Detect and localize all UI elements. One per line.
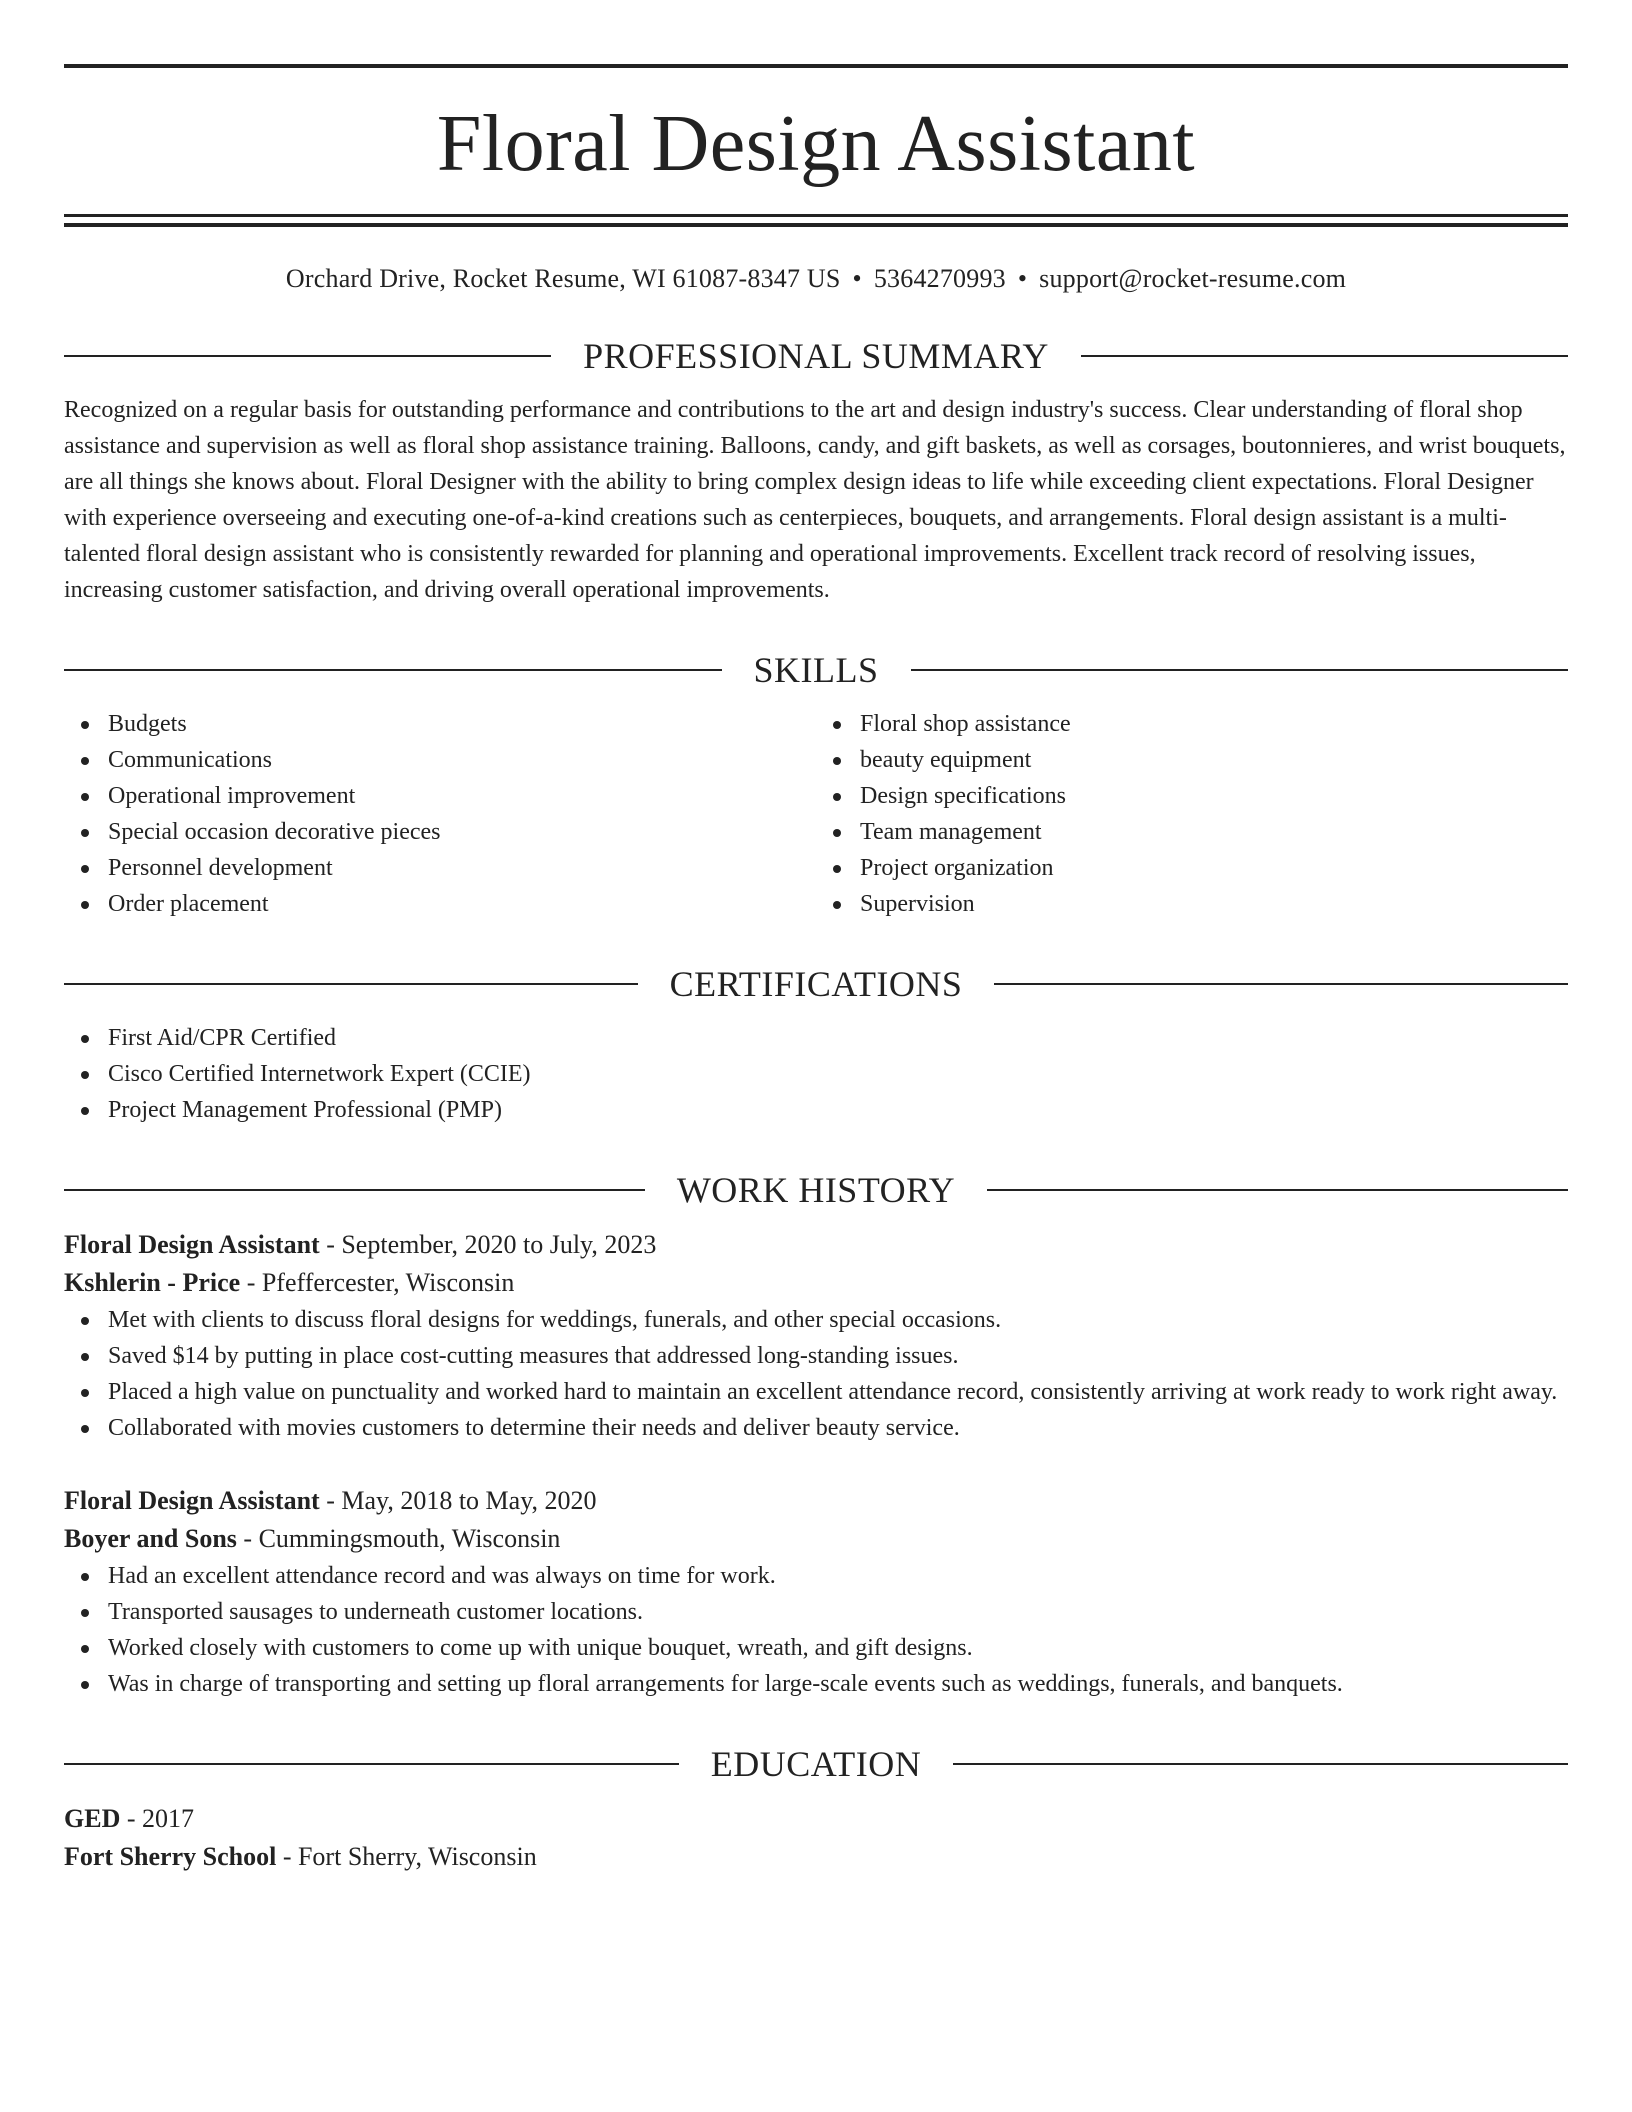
resume-name: Floral Design Assistant — [436, 100, 1196, 188]
education-entry — [64, 1800, 1568, 1876]
heading-rule-left — [64, 669, 722, 671]
job-bullet: Met with clients to discuss floral designs for weddings, funerals, and other special occasions. — [64, 1302, 1568, 1338]
job-title: Floral Design Assistant — [64, 1486, 320, 1516]
job-title-line — [64, 1226, 1568, 1264]
education-section-heading — [64, 1744, 1568, 1785]
skill-item: beauty equipment — [816, 742, 1568, 778]
certifications-heading: CERTIFICATIONS — [669, 964, 963, 1005]
skill-item: Floral shop assistance — [816, 706, 1568, 742]
heading-rule-left — [64, 983, 638, 985]
certification-item: Project Management Professional (PMP) — [64, 1092, 1568, 1128]
job-dates: - May, 2018 to May, 2020 — [319, 1486, 597, 1516]
top-rule — [64, 64, 1568, 68]
heading-rule-left — [64, 1763, 679, 1765]
skill-item: Operational improvement — [64, 778, 816, 814]
job-company-line — [64, 1520, 1568, 1558]
job-entry — [64, 1482, 1568, 1702]
skills-columns — [64, 706, 1568, 922]
skill-item: Communications — [64, 742, 816, 778]
certifications-list — [64, 1020, 1568, 1128]
job-company-line — [64, 1264, 1568, 1302]
contact-separator: • — [1017, 264, 1028, 293]
job-location: - Pfeffercester, Wisconsin — [240, 1268, 515, 1298]
job-bullet: Saved $14 by putting in place cost-cutting measures that addressed long-standing issues. — [64, 1338, 1568, 1374]
job-bullet: Was in charge of transporting and setting up floral arrangements for large-scale events such as weddings, funerals, and banquets. — [64, 1666, 1568, 1702]
job-bullet: Had an excellent attendance record and was always on time for work. — [64, 1558, 1568, 1594]
skill-item: Design specifications — [816, 778, 1568, 814]
contact-phone: 5364270993 — [873, 264, 1006, 293]
job-location: - Cummingsmouth, Wisconsin — [236, 1524, 561, 1554]
job-bullet: Transported sausages to underneath customer locations. — [64, 1594, 1568, 1630]
heading-rule-right — [987, 1189, 1568, 1191]
education-degree-line — [64, 1800, 1568, 1838]
skill-item: Team management — [816, 814, 1568, 850]
skill-item: Supervision — [816, 886, 1568, 922]
certifications-section-heading — [64, 964, 1568, 1005]
double-rule — [64, 214, 1568, 227]
education-school-line — [64, 1838, 1568, 1876]
job-bullet: Worked closely with customers to come up with unique bouquet, wreath, and gift designs. — [64, 1630, 1568, 1666]
education-year: - 2017 — [120, 1804, 195, 1834]
job-company: Kshlerin - Price — [64, 1268, 241, 1298]
skills-list-left — [64, 706, 816, 922]
skills-section-heading — [64, 650, 1568, 691]
certification-item: First Aid/CPR Certified — [64, 1020, 1568, 1056]
heading-rule-right — [1081, 355, 1568, 357]
skill-item: Special occasion decorative pieces — [64, 814, 816, 850]
heading-rule-left — [64, 355, 551, 357]
skill-item: Budgets — [64, 706, 816, 742]
summary-section-heading — [64, 336, 1568, 377]
skills-heading: SKILLS — [753, 650, 879, 691]
job-title: Floral Design Assistant — [64, 1230, 320, 1260]
heading-rule-right — [911, 669, 1569, 671]
education-degree: GED — [64, 1804, 121, 1834]
job-bullets — [64, 1558, 1568, 1702]
heading-rule-right — [994, 983, 1568, 985]
summary-heading: PROFESSIONAL SUMMARY — [583, 336, 1049, 377]
skill-item: Order placement — [64, 886, 816, 922]
skill-item: Project organization — [816, 850, 1568, 886]
skills-list-right — [816, 706, 1568, 922]
skill-item: Personnel development — [64, 850, 816, 886]
job-bullet: Collaborated with movies customers to determine their needs and deliver beauty service. — [64, 1410, 1568, 1446]
education-location: - Fort Sherry, Wisconsin — [276, 1842, 537, 1872]
job-entry — [64, 1226, 1568, 1446]
contact-address: Orchard Drive, Rocket Resume, WI 61087-8347 US — [285, 264, 841, 293]
summary-text: Recognized on a regular basis for outstanding performance and contributions to the art and design industry's success. Clear understanding of floral shop assistance and supervision as well as floral shop assistance training. Balloons, candy, and gift baskets, as well as corsages, boutonnieres, and wrist bouquets, are all things she knows about. Floral Designer with the ability to bring complex design ideas to life while exceeding client expectations. Floral Designer with experience overseeing and executing one-of-a-kind creations such as centerpieces, bouquets, and arrangements. Floral design assistant is a multi-talented floral design assistant who is consistently rewarded for planning and operational improvements. Excellent track record of resolving issues, increasing customer satisfaction, and driving overall operational improvements. — [64, 397, 1566, 604]
job-bullet: Placed a high value on punctuality and worked hard to maintain an excellent attendance record, consistently arriving at work ready to work right away. — [64, 1374, 1568, 1410]
work-heading: WORK HISTORY — [676, 1170, 956, 1211]
certification-item: Cisco Certified Internetwork Expert (CCIE) — [64, 1056, 1568, 1092]
contact-line — [64, 263, 1568, 294]
contact-separator: • — [852, 264, 862, 293]
job-bullets — [64, 1302, 1568, 1446]
heading-rule-left — [64, 1189, 645, 1191]
education-school: Fort Sherry School — [64, 1842, 277, 1872]
job-company: Boyer and Sons — [64, 1524, 237, 1554]
education-heading: EDUCATION — [710, 1744, 922, 1785]
job-dates: - September, 2020 to July, 2023 — [319, 1230, 657, 1260]
contact-email: support@rocket-resume.com — [1039, 264, 1347, 293]
job-title-line — [64, 1482, 1568, 1520]
work-section-heading — [64, 1170, 1568, 1211]
heading-rule-right — [953, 1763, 1568, 1765]
